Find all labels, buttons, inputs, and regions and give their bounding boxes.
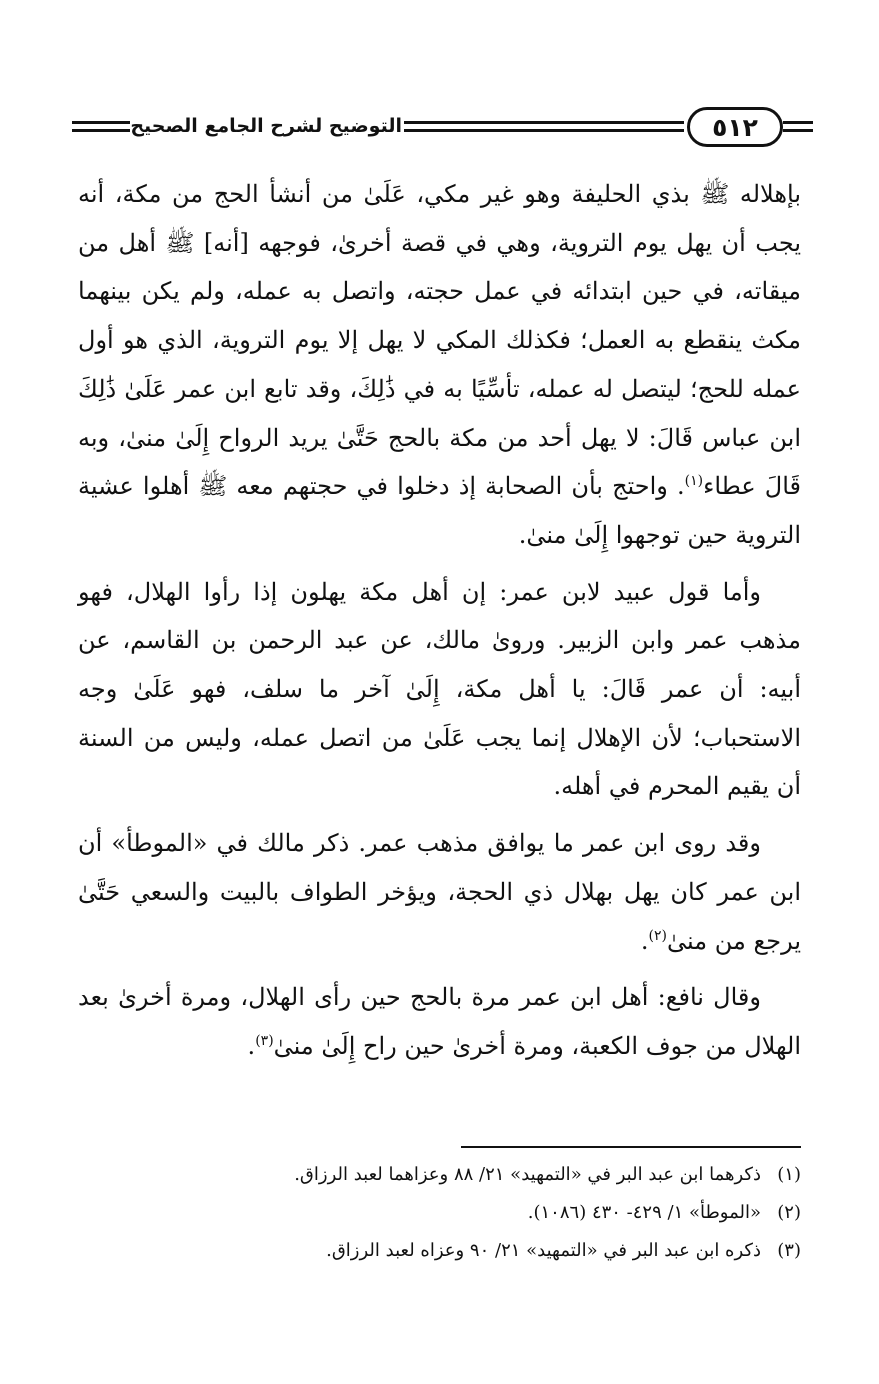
footnote-number: (١) xyxy=(777,1164,801,1185)
footnote xyxy=(78,1156,801,1194)
running-header xyxy=(72,97,813,159)
footnote-separator xyxy=(461,1146,801,1148)
header-rule-middle xyxy=(404,121,684,132)
page-number-badge xyxy=(687,107,783,147)
footnote-number: (٣) xyxy=(777,1240,801,1261)
footnote-number: (٢) xyxy=(777,1202,801,1223)
footnote xyxy=(78,1194,801,1232)
paragraph: وأما قول عبيد لابن عمر: إن أهل مكة يهلون إذا رأوا الهلال، فهو مذهب عمر وابن الزبير. وروىٰ مالك، عن عبد الرحمن بن القاسم، عن أبيه: أن عمر قَالَ: يا أهل مكة، إِلَىٰ آخر ما سلف، فهو عَلَىٰ وجه الاستحباب؛ لأن الإهلال إنما يجب عَلَىٰ من اتصل عمله، وليس من السنة أن يقيم المحرم في أهله. xyxy=(78,577,802,801)
footnote-ref: (٢) xyxy=(648,927,667,944)
header-rule-left xyxy=(72,121,130,132)
footnote-text: ذكره ابن عبد البر في «التمهيد» ٢١/ ٩٠ وعزاه لعبد الرزاق. xyxy=(326,1240,761,1261)
footnote xyxy=(78,1232,801,1270)
main-text xyxy=(78,170,801,1079)
paragraph: وقد روى ابن عمر ما يوافق مذهب عمر. ذكر مالك في «الموطأ» أن ابن عمر كان يهل بهلال ذي الحجة، ويؤخر الطواف بالبيت والسعي حَتَّىٰ يرجع من منىٰ$^{(٢)}$. xyxy=(78,829,801,955)
footnote-text: ذكرهما ابن عبد البر في «التمهيد» ٢١/ ٨٨ وعزاهما لعبد الرزاق. xyxy=(294,1164,761,1185)
paragraph: بإهلاله ﷺ بذي الحليفة وهو غير مكي، عَلَىٰ من أنشأ الحج من مكة، أنه يجب أن يهل يوم التروية، وهي في قصة أخرىٰ، فوجهه [أنه] ﷺ أهل من ميقاته، في حين ابتدائه في عمل حجته، واتصل به عمله، ولم يكن بينهما مكث ينقطع به العمل؛ فكذلك المكي لا يهل إلا يوم التروية، الذي هو أول عمله للحج؛ ليتصل له عمله، تأسِّيًا به في ذَٰلِكَ، وقد تابع ابن عمر عَلَىٰ ذَٰلِكَ ابن عباس قَالَ: لا يهل أحد من مكة بالحج حَتَّىٰ يريد الرواح إِلَىٰ منىٰ، وبه قَالَ عطاء$^{(١)}$. واحتج بأن الصحابة إذ دخلوا في حجتهم معه ﷺ أهلوا عشية التروية حين توجهوا إِلَىٰ منىٰ. xyxy=(78,180,801,549)
page-number: ٥١٢ xyxy=(712,112,758,142)
footnotes xyxy=(78,1156,801,1270)
footnote-text: «الموطأ» ١/ ٤٢٩- ٤٣٠ (١٠٨٦). xyxy=(527,1202,761,1223)
footnote-ref: (٣) xyxy=(255,1032,274,1049)
header-rule-right xyxy=(783,121,813,132)
paragraph: وقال نافع: أهل ابن عمر مرة بالحج حين رأى الهلال، ومرة أخرىٰ بعد الهلال من جوف الكعبة، ومرة أخرىٰ حين راح إِلَىٰ منىٰ$^{(٣)}$. xyxy=(78,983,801,1060)
footnote-ref: (١) xyxy=(684,473,704,490)
running-title: التوضيح لشرح الجامع الصحيح xyxy=(130,115,402,137)
